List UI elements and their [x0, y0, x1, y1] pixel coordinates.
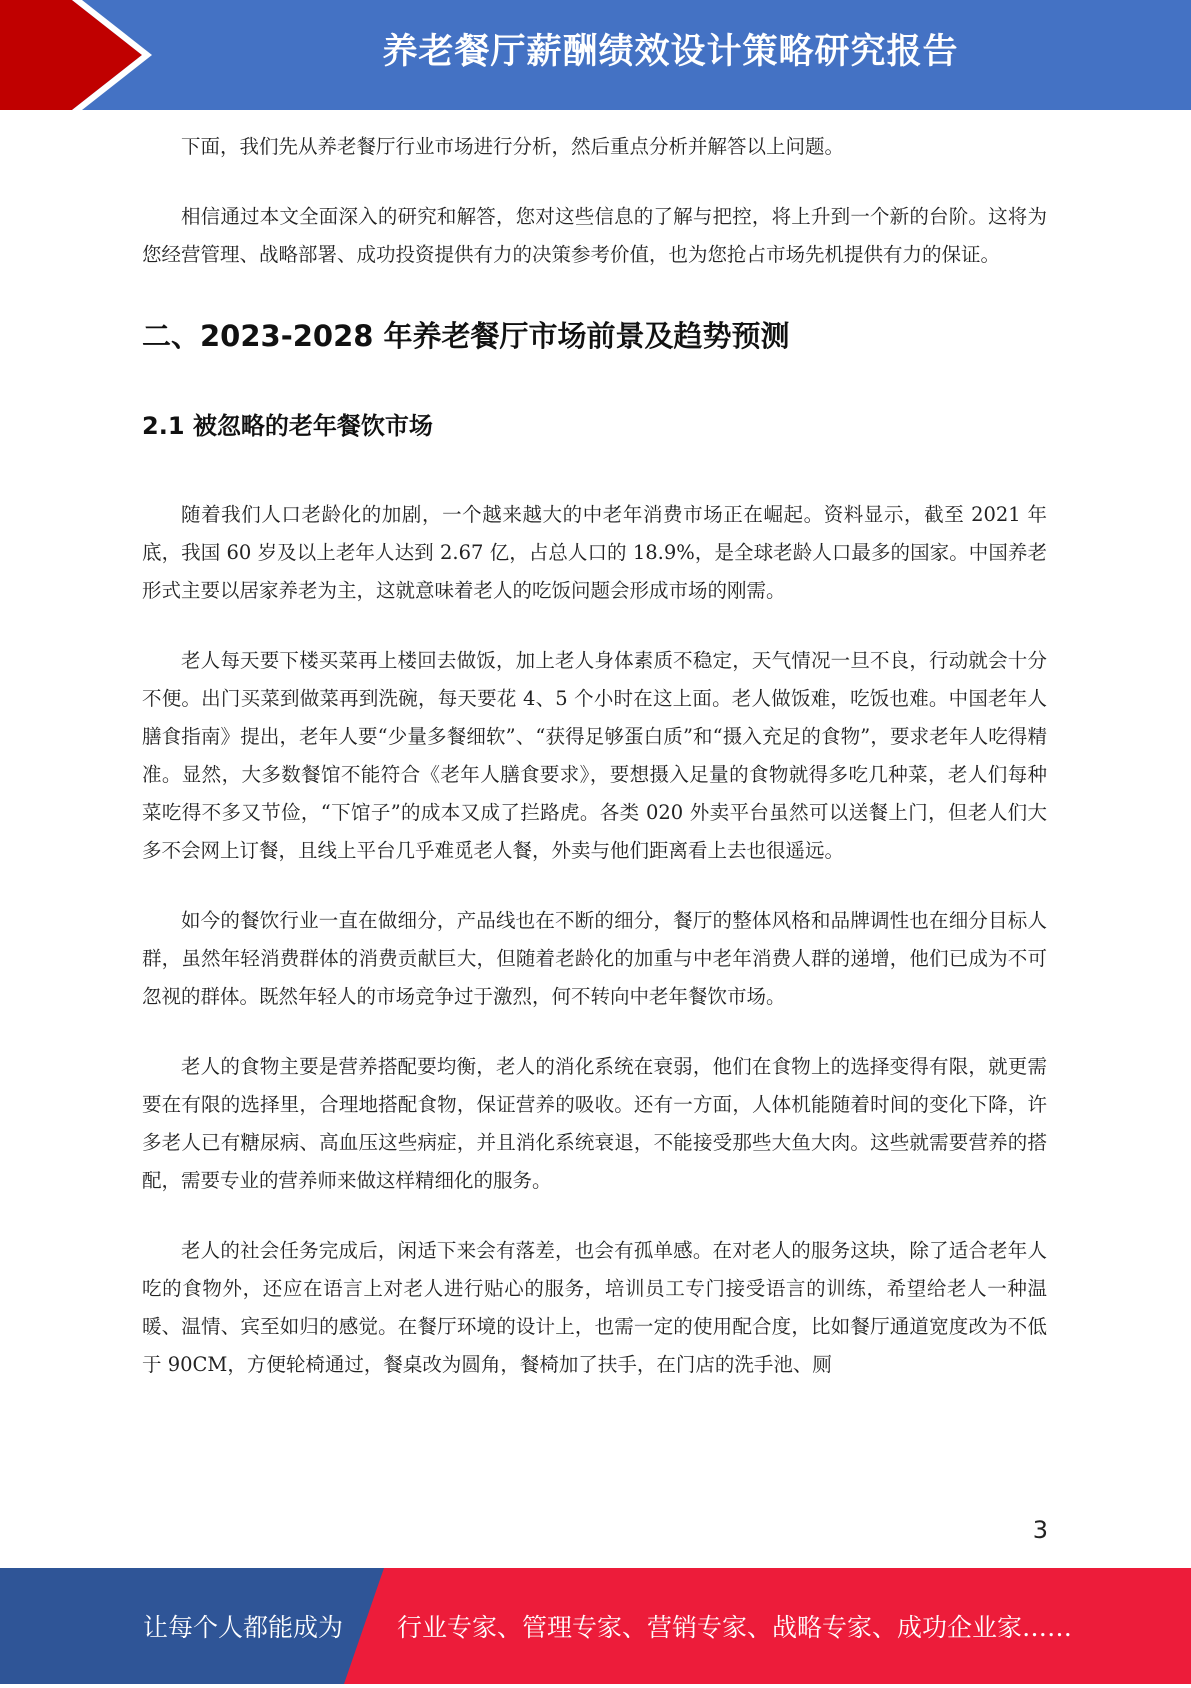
body-paragraph: 老人每天要下楼买菜再上楼回去做饭，加上老人身体素质不稳定，天气情况一旦不良，行动就会十分不便。出门买菜到做菜再到洗碗，每天要花 4、5 个小时在这上面。老人做饭难，吃饭也难。中国老年人膳食指南》提出，老年人要“少量多餐细软”、“获得足够蛋白质”和“摄入充足的食物”，要求老年人吃得精准。显然，大多数餐馆不能符合《老年人膳食要求》，要想摄入足量的食物就得多吃几种菜，老人们每种菜吃得不多又节俭，“下馆子”的成本又成了拦路虎。各类 020 外卖平台虽然可以送餐上门，但老人们大多不会网上订餐，且线上平台几乎难觅老人餐，外卖与他们距离看上去也很遥远。 — [142, 649, 1047, 862]
page-header — [0, 0, 1191, 110]
body-paragraph: 随着我们人口老龄化的加剧，一个越来越大的中老年消费市场正在崛起。资料显示，截至 2021 年底，我国 60 岁及以上老年人达到 2.67 亿，占总人口的 18.9%，是全球老龄人口最多的国家。中国养老形式主要以居家养老为主，这就意味着老人的吃饭问题会形成市场的刚需。 — [142, 503, 1047, 602]
document-body — [142, 128, 1047, 1412]
body-paragraph: 老人的食物主要是营养搭配要均衡，老人的消化系统在衰弱，他们在食物上的选择变得有限，就更需要在有限的选择里，合理地搭配食物，保证营养的吸收。还有一方面，人体机能随着时间的变化下降，许多老人已有糖尿病、高血压这些病症，并且消化系统衰退，不能接受那些大鱼大肉。这些就需要营养的搭配，需要专业的营养师来做这样精细化的服务。 — [142, 1055, 1047, 1192]
body-paragraph: 如今的餐饮行业一直在做细分，产品线也在不断的细分，餐厅的整体风格和品牌调性也在细分目标人群，虽然年轻消费群体的消费贡献巨大，但随着老龄化的加重与中老年消费人群的递增，他们已成为不可忽视的群体。既然年轻人的市场竞争过于激烈，何不转向中老年餐饮市场。 — [142, 909, 1047, 1008]
page-number: 3 — [1032, 1516, 1048, 1544]
body-paragraph: 老人的社会任务完成后，闲适下来会有落差，也会有孤单感。在对老人的服务这块，除了适合老年人吃的食物外，还应在语言上对老人进行贴心的服务，培训员工专门接受语言的训练，希望给老人一种温暖、温情、宾至如归的感觉。在餐厅环境的设计上，也需一定的使用配合度，比如餐厅通道宽度改为不低于 90CM，方便轮椅通过，餐桌改为圆角，餐椅加了扶手，在门店的洗手池、厕 — [142, 1239, 1047, 1376]
footer-slogan-right: 行业专家、管理专家、营销专家、战略专家、成功企业家…… — [397, 1613, 1073, 1642]
footer-slogan-left: 让每个人都能成为 — [143, 1613, 344, 1642]
intro-paragraph: 相信通过本文全面深入的研究和解答，您对这些信息的了解与把控，将上升到一个新的台阶。这将为您经营管理、战略部署、成功投资提供有力的决策参考价值，也为您抢占市场先机提供有力的保证。 — [142, 205, 1047, 266]
intro-paragraph: 下面，我们先从养老餐厅行业市场进行分析，然后重点分析并解答以上问题。 — [181, 135, 845, 158]
subsection-heading: 2.1 被忽略的老年餐饮市场 — [142, 412, 433, 440]
report-title: 养老餐厅薪酬绩效设计策略研究报告 — [382, 32, 959, 72]
section-heading: 二、2023-2028 年养老餐厅市场前景及趋势预测 — [142, 319, 790, 353]
page-footer — [0, 1568, 1191, 1684]
